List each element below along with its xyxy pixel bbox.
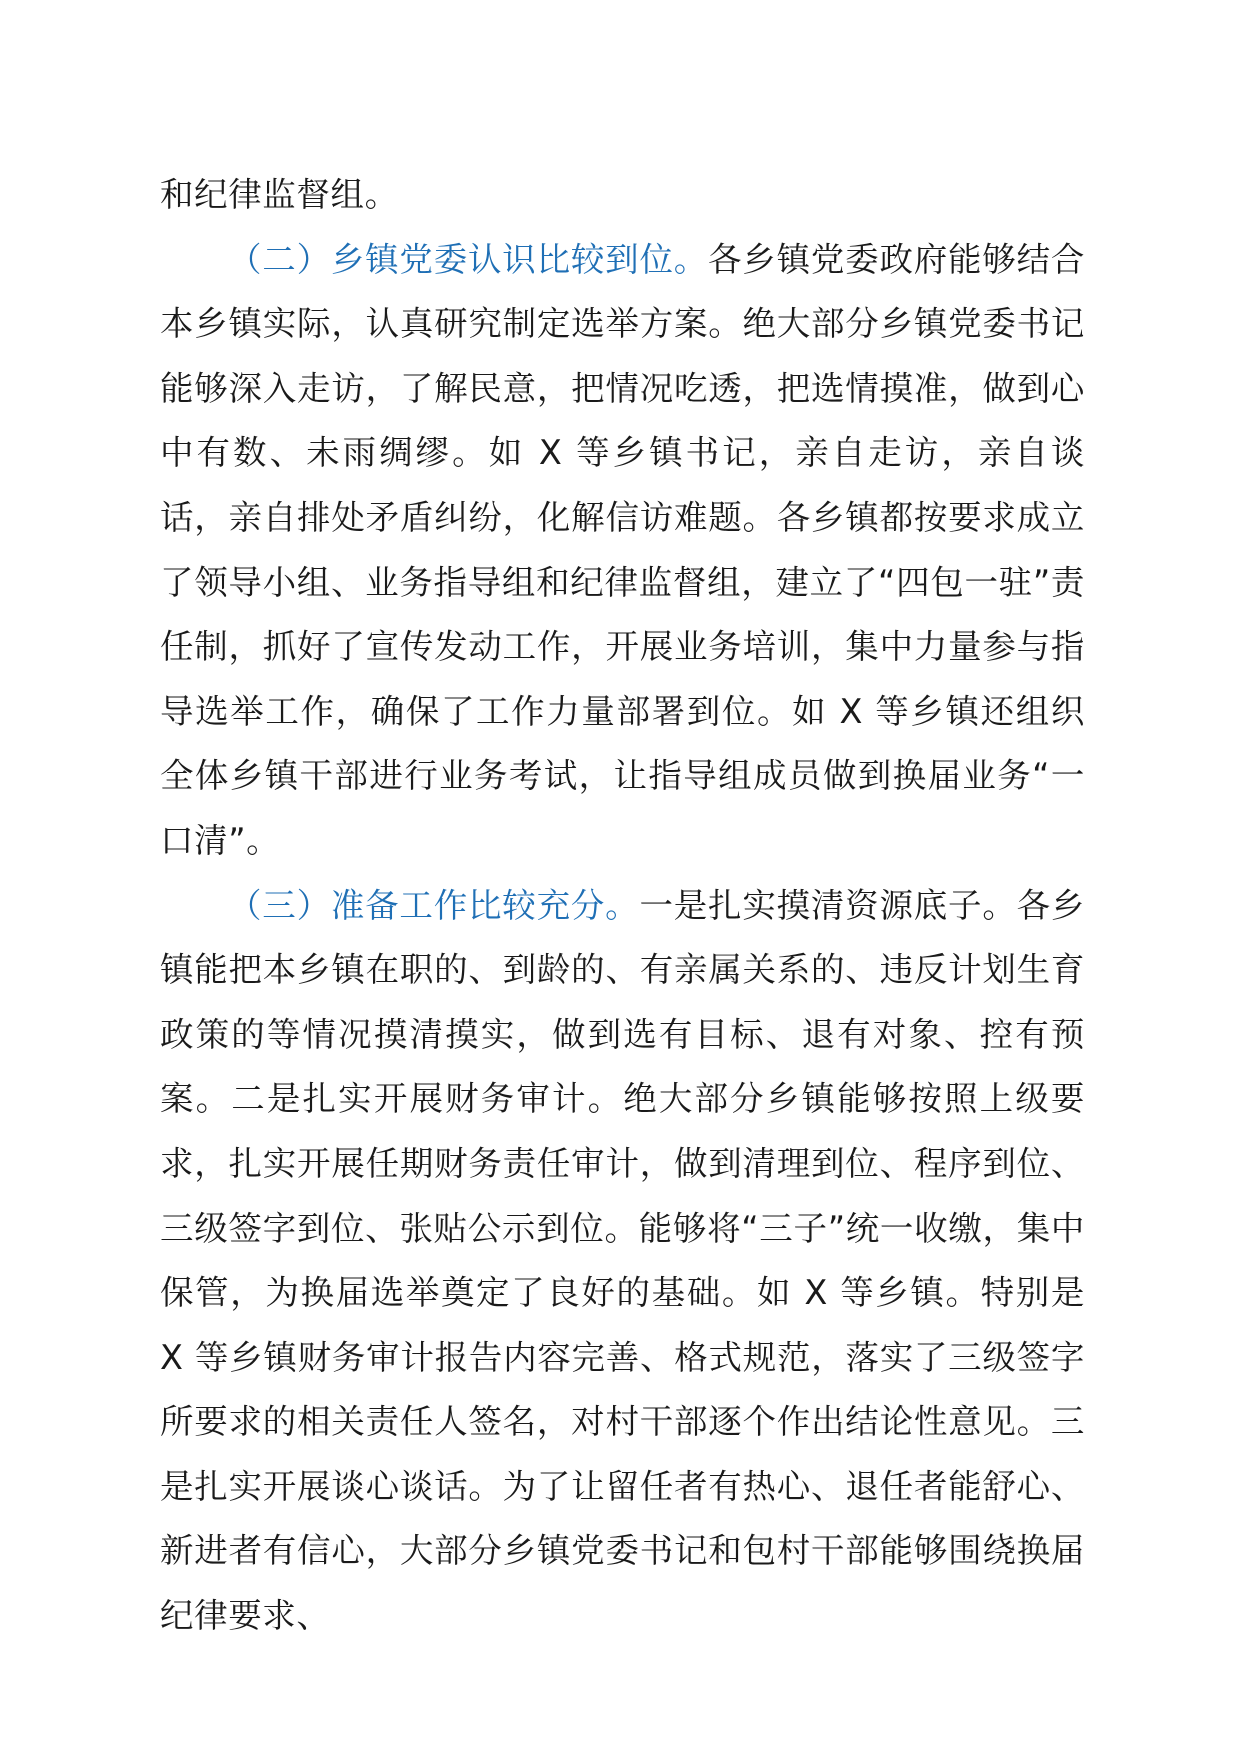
paragraph-continuation xyxy=(160,163,1085,228)
paragraph-text: 和纪律监督组。 xyxy=(160,175,399,214)
document-body xyxy=(160,163,1085,1649)
paragraph-text: 各乡镇党委政府能够结合本乡镇实际，认真研究制定选举方案。绝大部分乡镇党委书记能够深入走访，了解民意，把情况吃透，把选情摸准，做到心中有数、未雨绸缪。如 X 等乡镇书记，亲自走访，亲自谈话，亲自排处矛盾纠纷，化解信访难题。各乡镇都按要求成立了领导小组、业务指导组和纪律监督组，建立了“四包一驻”责任制，抓好了宣传发动工作，开展业务培训，集中力量参与指导选举工作，确保了工作力量部署到位。如 X 等乡镇还组织全体乡镇干部进行业务考试，让指导组成员做到换届业务“一口清”。 xyxy=(160,239,1085,860)
paragraph-text: 一是扎实摸清资源底子。各乡镇能把本乡镇在职的、到龄的、有亲属关系的、违反计划生育政策的等情况摸清摸实，做到选有目标、退有对象、控有预案。二是扎实开展财务审计。绝大部分乡镇能够按照上级要求，扎实开展任期财务责任审计，做到清理到位、程序到位、三级签字到位、张贴公示到位。能够将“三子”统一收缴，集中保管，为换届选举奠定了良好的基础。如 X 等乡镇。特别是 X 等乡镇财务审计报告内容完善、格式规范，落实了三级签字所要求的相关责任人签名，对村干部逐个作出结论性意见。三是扎实开展谈心谈话。为了让留任者有热心、退任者能舒心、新进者有信心，大部分乡镇党委书记和包村干部能够围绕换届纪律要求、 xyxy=(160,885,1085,1636)
section-heading: （三）准备工作比较充分。 xyxy=(228,885,640,925)
paragraph-section-3 xyxy=(160,874,1085,1649)
section-heading: （二）乡镇党委认识比较到位。 xyxy=(228,239,709,279)
paragraph-section-2 xyxy=(160,228,1085,874)
